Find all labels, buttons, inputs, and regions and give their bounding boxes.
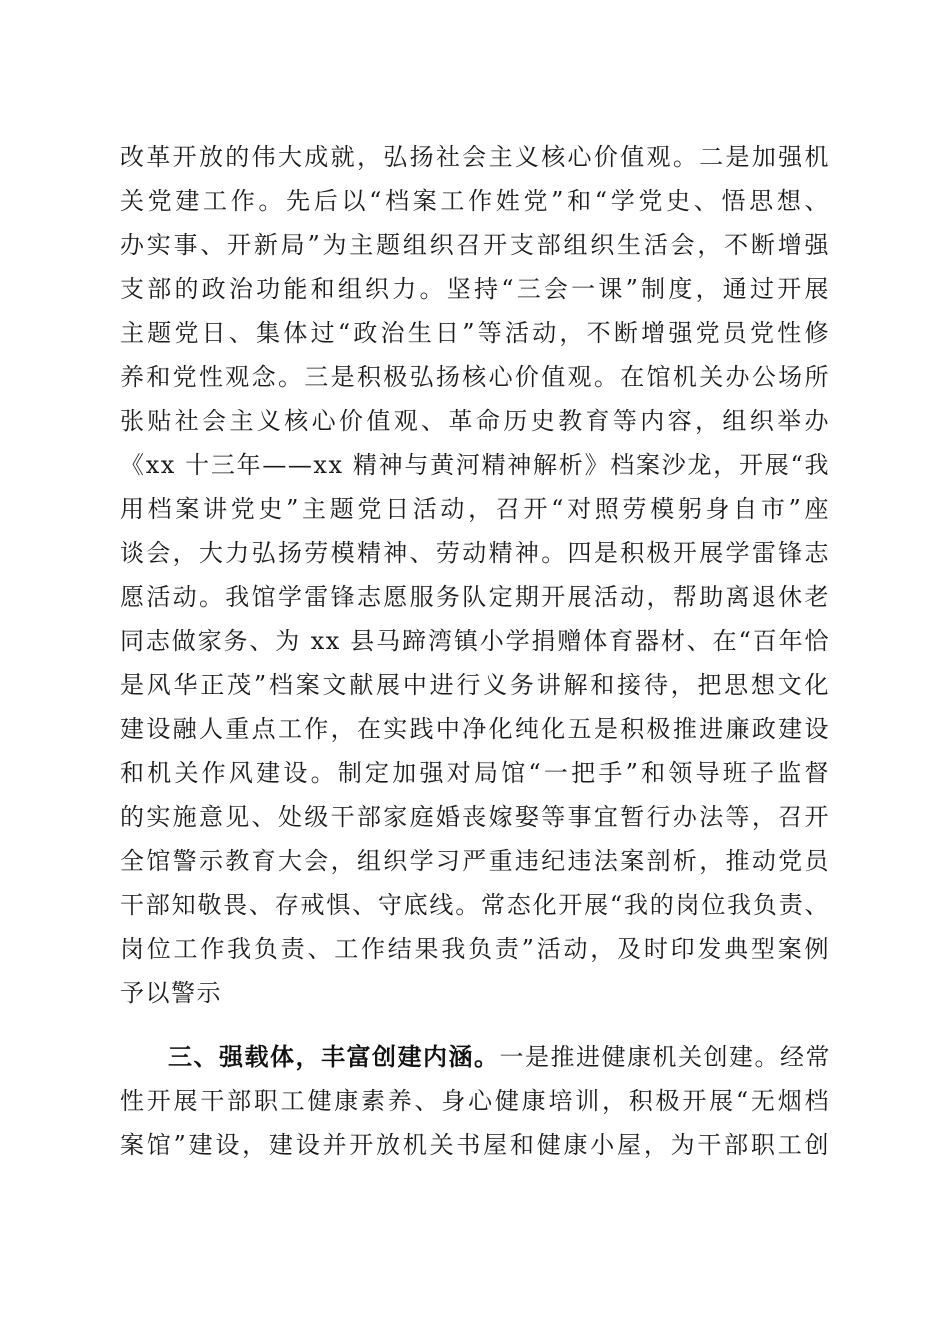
- paragraph-line: 性开展干部职工健康素养、身心健康培训，积极开展“无烟档: [120, 1087, 830, 1115]
- paragraph-spacer: [120, 1015, 830, 1035]
- paragraph-line: 《xx 十三年——xx 精神与黄河精神解析》档案沙龙，开展“我: [120, 451, 830, 479]
- paragraph-line: 干部知敬畏、存戒惧、守底线。常态化开展“我的岗位我负责、: [120, 891, 830, 919]
- paragraph-line: 办实事、开新局”为主题组织召开支部组织生活会，不断增强: [120, 231, 830, 259]
- paragraph-line: 予以警示: [120, 979, 222, 1007]
- paragraph-line: 关党建工作。先后以“档案工作姓党”和“学党史、悟思想、: [120, 187, 830, 215]
- body-text: [120, 135, 830, 1167]
- paragraph-line: 改革开放的伟大成就，弘扬社会主义核心价值观。二是加强机: [120, 143, 830, 171]
- paragraph-line: 建设融人重点工作，在实践中净化纯化五是积极推进廉政建设: [120, 715, 830, 743]
- section-heading-line: [120, 1035, 830, 1079]
- paragraph-line: 用档案讲党史”主题党日活动，召开“对照劳模躬身自市”座: [120, 495, 830, 523]
- paragraph-line: 和机关作风建设。制定加强对局馆“一把手”和领导班子监督: [120, 759, 830, 787]
- paragraph-line: 案馆”建设，建设并开放机关书屋和健康小屋，为干部职工创: [120, 1131, 830, 1159]
- section-heading-rest: 一是推进健康机关创建。经常: [499, 1043, 831, 1071]
- paragraph-line: 同志做家务、为 xx 县马蹄湾镇小学捐赠体育器材、在“百年恰: [120, 627, 830, 655]
- paragraph-line: 是风华正茂”档案文献展中进行义务讲解和接待，把思想文化: [120, 671, 830, 699]
- paragraph-line: 的实施意见、处级干部家庭婚丧嫁娶等事宜暂行办法等，召开: [120, 803, 830, 831]
- paragraph-line: 主题党日、集体过“政治生日”等活动，不断增强党员党性修: [120, 319, 830, 347]
- paragraph-line: 支部的政治功能和组织力。坚持“三会一课”制度，通过开展: [120, 275, 830, 303]
- paragraph-line: 张贴社会主义核心价值观、革命历史教育等内容，组织举办: [120, 407, 830, 435]
- paragraph-line: 养和党性观念。三是积极弘扬核心价值观。在馆机关办公场所: [120, 363, 830, 391]
- paragraph-line: 愿活动。我馆学雷锋志愿服务队定期开展活动，帮助离退休老: [120, 583, 830, 611]
- paragraph-line: 全馆警示教育大会，组织学习严重违纪违法案剖析，推动党员: [120, 847, 830, 875]
- paragraph-line: 谈会，大力弘扬劳模精神、劳动精神。四是积极开展学雷锋志: [120, 539, 830, 567]
- paragraph-line: 岗位工作我负责、工作结果我负责”活动，及时印发典型案例: [120, 935, 830, 963]
- section-heading: 三、强载体，丰富创建内涵。: [168, 1043, 500, 1071]
